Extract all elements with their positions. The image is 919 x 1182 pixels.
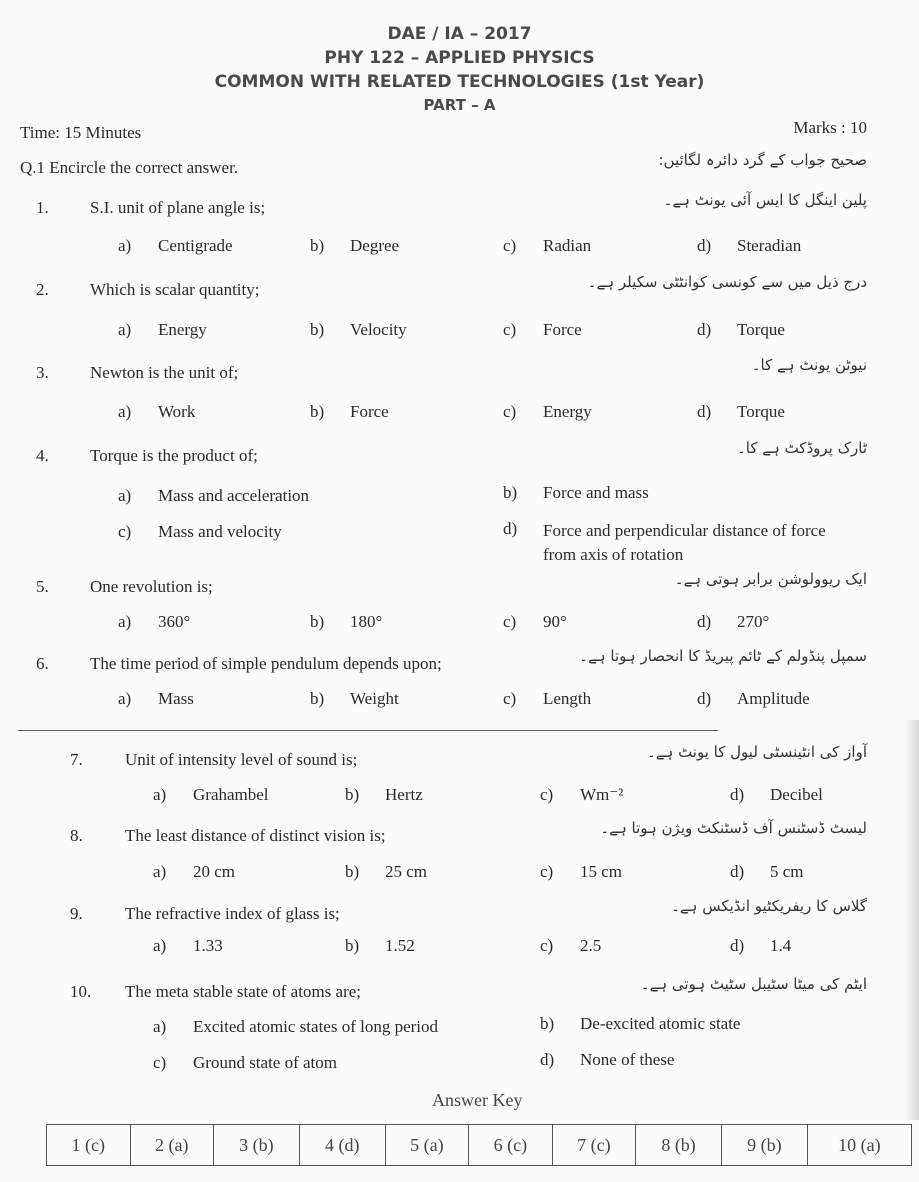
answer-key-cell: 9 (b) xyxy=(721,1125,807,1166)
question-text: The refractive index of glass is; xyxy=(125,904,340,923)
instruction: Q.1 Encircle the correct answer. xyxy=(20,158,239,177)
option-letter: d) xyxy=(697,236,712,255)
option-letter: c) xyxy=(503,402,517,421)
question-text-urdu: ایٹم کی میٹا سٹیبل سٹیٹ ہوتی ہے۔ xyxy=(640,975,867,993)
option-letter: b) xyxy=(345,936,360,955)
option-letter: c) xyxy=(503,612,517,631)
option-letter: c) xyxy=(118,522,132,541)
option-text: Force xyxy=(350,402,389,421)
question-text-urdu: ایک ریوولوشن برابر ہوتی ہے۔ xyxy=(674,570,867,588)
question-text: The time period of simple pendulum depends upon; xyxy=(90,654,442,673)
answer-key-cell: 6 (c) xyxy=(469,1125,553,1166)
option-text: 1.4 xyxy=(770,936,792,955)
answer-key-cell: 3 (b) xyxy=(214,1125,300,1166)
option-text: Energy xyxy=(543,402,592,421)
question-text-urdu: پلین اینگل کا ایس آئی یونٹ ہے۔ xyxy=(663,191,867,209)
option-text: Ground state of atom xyxy=(193,1053,337,1072)
option-text: Wm⁻² xyxy=(580,785,624,804)
option-text: Amplitude xyxy=(737,689,810,708)
option-letter: d) xyxy=(540,1050,555,1069)
option-letter: b) xyxy=(345,862,360,881)
option-text: Work xyxy=(158,402,196,421)
option-letter: d) xyxy=(730,936,745,955)
question-text: The meta stable state of atoms are; xyxy=(125,982,362,1001)
option-letter: d) xyxy=(503,519,518,538)
option-text: Length xyxy=(543,689,592,708)
option-text: De-excited atomic state xyxy=(580,1014,741,1033)
option-text: 20 cm xyxy=(193,862,236,881)
option-text: Force and perpendicular distance of force from axis of rotation xyxy=(543,521,826,564)
question-number: 9. xyxy=(70,904,83,923)
option-letter: d) xyxy=(697,320,712,339)
option-letter: c) xyxy=(503,689,517,708)
answer-key-cell: 4 (d) xyxy=(299,1125,385,1166)
option-letter: c) xyxy=(503,320,517,339)
option-text: 1.33 xyxy=(193,936,223,955)
exam-code: DAE / IA – 2017 xyxy=(387,24,532,44)
option-text: Hertz xyxy=(385,785,423,804)
option-text: Force xyxy=(543,320,582,339)
question-number: 3. xyxy=(36,363,49,382)
option-letter: c) xyxy=(503,236,517,255)
answer-key-cell: 5 (a) xyxy=(385,1125,469,1166)
option-text: Mass and velocity xyxy=(158,522,282,541)
option-letter: a) xyxy=(153,785,167,804)
option-text: Mass xyxy=(158,689,194,708)
part-label: PART – A xyxy=(423,96,496,114)
option-letter: b) xyxy=(310,689,325,708)
question-text: Which is scalar quantity; xyxy=(90,280,260,299)
option-text: 90° xyxy=(543,612,567,631)
option-letter: b) xyxy=(310,612,325,631)
option-letter: b) xyxy=(310,320,325,339)
question-number: 6. xyxy=(36,654,49,673)
question-text: One revolution is; xyxy=(90,577,213,596)
question-text-urdu: لیسٹ ڈسٹنس آف ڈسٹنکٹ ویژن ہوتا ہے۔ xyxy=(600,819,867,837)
option-text: 270° xyxy=(737,612,770,631)
question-text-urdu: گلاس کا ریفریکٹیو انڈیکس ہے۔ xyxy=(671,897,867,915)
option-letter: c) xyxy=(540,785,554,804)
question-number: 1. xyxy=(36,198,49,217)
question-text-urdu: درج ذیل میں سے کونسی کوانٹٹی سکیلر ہے۔ xyxy=(587,273,867,291)
option-text: Grahambel xyxy=(193,785,269,804)
option-text: 2.5 xyxy=(580,936,602,955)
question-text-urdu: آواز کی انٹینسٹی لیول کا یونٹ ہے۔ xyxy=(646,743,867,761)
option-text: 25 cm xyxy=(385,862,428,881)
option-letter: d) xyxy=(730,862,745,881)
option-text: 180° xyxy=(350,612,383,631)
question-text: S.I. unit of plane angle is; xyxy=(90,198,266,217)
question-text-urdu: نیوٹن یونٹ ہے کا۔ xyxy=(751,356,867,374)
question-number: 10. xyxy=(70,982,92,1001)
option-text: Radian xyxy=(543,236,592,255)
option-text: None of these xyxy=(580,1050,675,1069)
instruction-urdu: صحیح جواب کے گرد دائرہ لگائیں: xyxy=(658,151,867,169)
option-letter: d) xyxy=(697,689,712,708)
option-text: 15 cm xyxy=(580,862,623,881)
option-text: Centigrade xyxy=(158,236,233,255)
option-letter: b) xyxy=(503,483,518,502)
question-number: 2. xyxy=(36,280,49,299)
option-text: Mass and acceleration xyxy=(158,486,310,505)
option-text: Energy xyxy=(158,320,207,339)
option-text: Weight xyxy=(350,689,399,708)
option-letter: a) xyxy=(118,612,132,631)
divider xyxy=(18,730,718,731)
option-letter: b) xyxy=(540,1014,555,1033)
answer-key-title: Answer Key xyxy=(432,1090,523,1110)
option-letter: a) xyxy=(118,402,132,421)
option-text: Decibel xyxy=(770,785,823,804)
course-title: PHY 122 – APPLIED PHYSICS xyxy=(324,48,595,68)
option-letter: b) xyxy=(310,236,325,255)
answer-key-table xyxy=(46,1124,912,1166)
option-letter: a) xyxy=(118,320,132,339)
option-letter: c) xyxy=(540,862,554,881)
option-text: Torque xyxy=(737,320,785,339)
question-number: 5. xyxy=(36,577,49,596)
option-text: Steradian xyxy=(737,236,802,255)
option-text: Velocity xyxy=(350,320,407,339)
question-text: Unit of intensity level of sound is; xyxy=(125,750,358,769)
question-number: 4. xyxy=(36,446,49,465)
option-letter: b) xyxy=(310,402,325,421)
option-text: 360° xyxy=(158,612,191,631)
option-letter: c) xyxy=(540,936,554,955)
option-text: 1.52 xyxy=(385,936,415,955)
time-label: Time: 15 Minutes xyxy=(20,123,142,142)
answer-key-cell: 8 (b) xyxy=(636,1125,722,1166)
marks-label: Marks : 10 xyxy=(793,118,867,137)
question-text-urdu: ٹارک پروڈکٹ ہے کا۔ xyxy=(736,439,867,457)
option-letter: a) xyxy=(118,236,132,255)
question-text: The least distance of distinct vision is; xyxy=(125,826,386,845)
option-letter: c) xyxy=(153,1053,167,1072)
option-text: Excited atomic states of long period xyxy=(193,1017,439,1036)
scan-shadow xyxy=(905,720,919,1120)
option-text: Degree xyxy=(350,236,400,255)
option-letter: a) xyxy=(153,936,167,955)
option-text: Force and mass xyxy=(543,483,649,502)
question-text: Torque is the product of; xyxy=(90,446,258,465)
option-letter: d) xyxy=(697,612,712,631)
course-subtitle: COMMON WITH RELATED TECHNOLOGIES (1st Year) xyxy=(214,72,705,92)
option-letter: a) xyxy=(153,1017,167,1036)
option-letter: a) xyxy=(118,689,132,708)
question-text-urdu: سمپل پنڈولم کے ٹائم پیریڈ کا انحصار ہوتا ہے۔ xyxy=(579,647,867,665)
option-text: Torque xyxy=(737,402,785,421)
option-letter: d) xyxy=(730,785,745,804)
answer-key-cell: 1 (c) xyxy=(47,1125,131,1166)
question-text: Newton is the unit of; xyxy=(90,363,239,382)
answer-key-cell: 10 (a) xyxy=(807,1125,911,1166)
question-number: 8. xyxy=(70,826,83,845)
answer-key-cell: 7 (c) xyxy=(552,1125,636,1166)
answer-key-cell: 2 (a) xyxy=(130,1125,214,1166)
option-text: 5 cm xyxy=(770,862,804,881)
option-letter: d) xyxy=(697,402,712,421)
question-number: 7. xyxy=(70,750,83,769)
option-letter: a) xyxy=(118,486,132,505)
option-letter: a) xyxy=(153,862,167,881)
option-letter: b) xyxy=(345,785,360,804)
